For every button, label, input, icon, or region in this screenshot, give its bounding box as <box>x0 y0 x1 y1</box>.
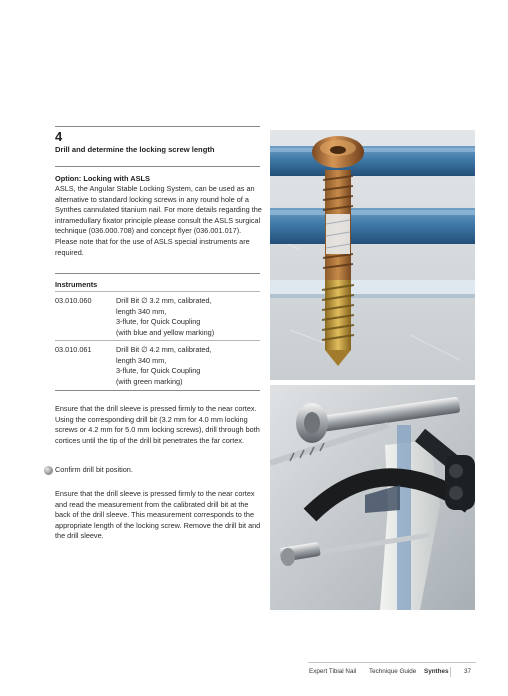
option-heading: Option: Locking with ASLS <box>55 174 150 183</box>
instrument-desc-line: (with green marking) <box>116 376 183 386</box>
instruction-paragraph-2: Ensure that the drill sleeve is pressed firmly to the near cortex and read the measurement from the calibrated drill bit at the back of the drill sleeve. This measurement corresponds to the appropriate length of the locking screw. Remove the drill bit and the drill sleeve. <box>55 489 261 541</box>
confirm-drill-position: Confirm drill bit position. <box>55 465 133 474</box>
instrument-desc-line: (with blue and yellow marking) <box>116 327 215 337</box>
instruments-bottom-rule <box>55 390 260 391</box>
instrument-code: 03.010.061 <box>55 345 92 354</box>
step-title: Drill and determine the locking screw length <box>55 145 215 154</box>
locking-screw-figure <box>270 130 475 380</box>
checkmark-bullet-icon <box>44 466 53 475</box>
instrument-desc-line: 3-flute, for Quick Coupling <box>116 317 201 327</box>
option-body: ASLS, the Angular Stable Locking System, can be used as an alternative to standard locking screws in any round hole of a Synthes cannulated titanium nail. For more details regarding the intramedullary fixator principle please consult the ASLS surgical technique (036.000.708) and concept flyer (036.001.017). Please note that for the use of ASLS special instruments are required. <box>55 184 262 257</box>
instruments-top-rule <box>55 273 260 274</box>
footer-rule <box>308 662 476 663</box>
drill-sleeve-illustration <box>270 385 475 610</box>
instrument-description <box>116 345 266 387</box>
footer-guide: Technique Guide <box>369 668 417 675</box>
instruments-heading: Instruments <box>55 280 98 289</box>
instrument-row-rule <box>55 340 260 341</box>
step-title-rule <box>55 166 260 167</box>
drill-sleeve-figure <box>270 385 475 610</box>
instruments-heading-rule <box>55 291 260 292</box>
locking-screw-illustration <box>270 130 475 380</box>
step-number: 4 <box>55 129 63 144</box>
instruction-paragraph-1: Ensure that the drill sleeve is pressed firmly to the near cortex. Using the corresponding drill bit (3.2 mm for 4.0 mm locking screws or 4.2 mm for 5.0 mm locking screws), drill through both cortices until the tip of the drill bit penetrates the far cortex. <box>55 404 260 445</box>
footer-divider <box>450 667 451 677</box>
instrument-desc-line: Drill Bit ∅ 3.2 mm, calibrated, <box>116 296 212 305</box>
instrument-code: 03.010.060 <box>55 296 92 305</box>
instrument-desc-line: length 340 mm, <box>116 306 167 316</box>
instrument-description <box>116 296 266 338</box>
footer-brand: Synthes <box>424 668 449 675</box>
instrument-desc-line: length 340 mm, <box>116 355 167 365</box>
page-number: 37 <box>464 668 472 675</box>
instrument-desc-line: Drill Bit ∅ 4.2 mm, calibrated, <box>116 345 212 354</box>
step-top-rule <box>55 126 260 127</box>
instrument-desc-line: 3-flute, for Quick Coupling <box>116 366 201 376</box>
footer-product: Expert Tibial Nail <box>309 668 357 675</box>
page-footer <box>0 668 508 678</box>
